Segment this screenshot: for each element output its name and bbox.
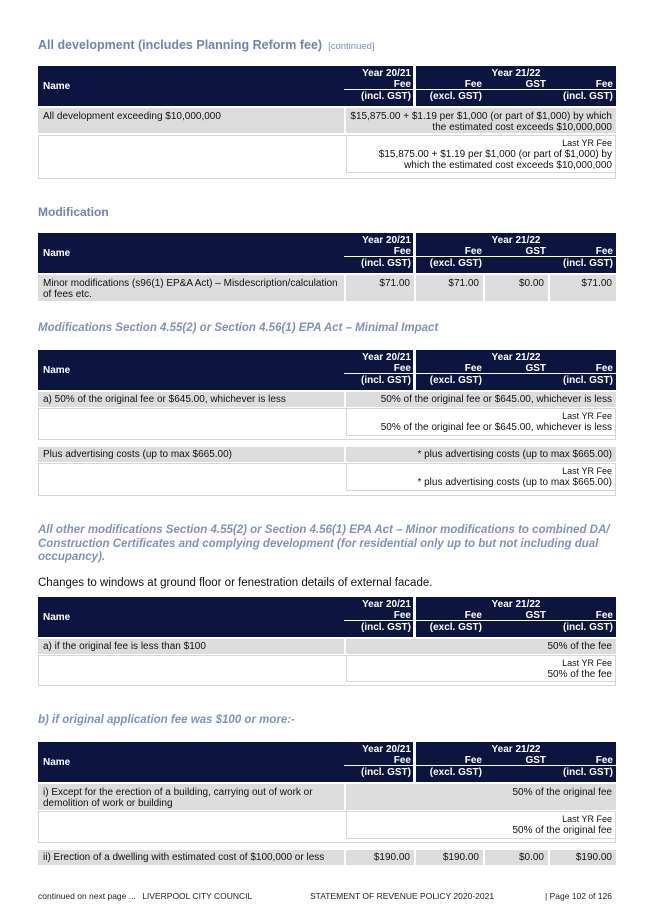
- section-heading-all-development: [38, 38, 375, 52]
- table-row: [38, 108, 616, 135]
- header-excl-gst: (excl. GST): [429, 258, 482, 269]
- fee-table-all-development: [38, 66, 616, 179]
- table-row: [38, 447, 616, 463]
- table-row: [38, 850, 616, 866]
- header-fee-incl: Fee: [595, 610, 613, 621]
- table-header: [38, 597, 616, 637]
- section-heading-original-100: b) if original application fee was $100 or more:-: [38, 714, 295, 726]
- footer-page-number: | Page 102 of 126: [545, 891, 612, 901]
- row-name: a) if the original fee is less than $100: [38, 639, 344, 654]
- header-fee-incl: Fee: [595, 79, 613, 90]
- last-yr-label: Last YR Fee: [562, 138, 612, 148]
- table-header: [38, 66, 616, 106]
- header-fee-incl: Fee: [595, 363, 613, 374]
- row-name: Plus advertising costs (up to max $665.00): [38, 447, 344, 462]
- header-gst: GST: [525, 610, 546, 621]
- row-name: Minor modifications (s96(1) EP&A Act) – Misdescription/calculation of fees etc.: [38, 275, 344, 301]
- header-year-prev: Year 20/21: [362, 599, 411, 610]
- header-fee-excl: Fee: [464, 79, 482, 90]
- header-year-curr: Year 21/22: [491, 352, 541, 363]
- header-year-curr: Year 21/22: [491, 235, 541, 246]
- header-fee-prev: Fee: [393, 79, 411, 90]
- row-fee: 50% of the original fee or $645.00, whichever is less: [346, 392, 616, 407]
- header-year-curr: Year 21/22: [491, 744, 541, 755]
- section-heading-other-modifications: All other modifications Section 4.55(2) or Section 4.56(1) EPA Act – Minor modifications to combined DA/ Construction Certificates and complying development (for residential only up to but not including dual occupancy).: [38, 524, 610, 563]
- table-row: [38, 392, 616, 408]
- row-name: ii) Erection of a dwelling with estimated cost of $100,000 or less: [38, 850, 344, 865]
- last-year-row: [38, 655, 616, 686]
- header-year-prev: Year 20/21: [362, 744, 411, 755]
- header-excl-gst: (excl. GST): [429, 767, 482, 778]
- row-fee-excl: $190.00: [416, 850, 483, 865]
- row-fee-excl: $71.00: [416, 275, 483, 301]
- last-yr-label: Last YR Fee: [562, 411, 612, 421]
- header-incl-gst: (incl. GST): [563, 258, 613, 269]
- header-fee-prev: Fee: [393, 610, 411, 621]
- fee-table-original-100: [38, 742, 616, 866]
- row-fee: 50% of the original fee: [346, 784, 616, 810]
- header-fee-excl: Fee: [464, 755, 482, 766]
- header-name: Name: [43, 757, 71, 768]
- footer-left: [38, 891, 252, 901]
- table-row: [38, 639, 616, 655]
- last-yr-fee: $15,875.00 + $1.19 per $1,000 (or part of $1,000) by which the estimated cost exceeds $10,000,000: [378, 149, 612, 171]
- header-incl-gst: (incl. GST): [563, 375, 613, 386]
- row-fee: * plus advertising costs (up to max $665.00): [346, 447, 616, 462]
- table-header: [38, 233, 616, 273]
- header-incl-prev: (incl. GST): [361, 622, 411, 633]
- header-incl-prev: (incl. GST): [361, 767, 411, 778]
- footer-continued: continued on next page ...: [38, 891, 136, 901]
- header-name: Name: [43, 248, 71, 259]
- header-fee-prev: Fee: [393, 755, 411, 766]
- row-fee-prev: $190.00: [346, 850, 414, 865]
- table-header: [38, 742, 616, 782]
- header-fee-excl: Fee: [464, 363, 482, 374]
- last-yr-fee: 50% of the original fee or $645.00, whichever is less: [380, 422, 612, 433]
- last-year-row: [38, 408, 616, 440]
- last-yr-label: Last YR Fee: [562, 814, 612, 824]
- row-fee-prev: $71.00: [346, 275, 414, 301]
- header-fee-prev: Fee: [393, 363, 411, 374]
- header-gst: GST: [525, 79, 546, 90]
- last-yr-label: Last YR Fee: [562, 466, 612, 476]
- header-excl-gst: (excl. GST): [429, 91, 482, 102]
- header-year-prev: Year 20/21: [362, 68, 411, 79]
- table-header: [38, 350, 616, 390]
- table-row: [38, 784, 616, 811]
- header-year-curr: Year 21/22: [491, 68, 541, 79]
- last-year-row: [38, 811, 616, 843]
- header-name: Name: [43, 365, 71, 376]
- header-incl-prev: (incl. GST): [361, 375, 411, 386]
- header-fee-prev: Fee: [393, 246, 411, 257]
- last-yr-fee: 50% of the fee: [547, 669, 612, 680]
- header-gst: GST: [525, 755, 546, 766]
- footer-statement: STATEMENT OF REVENUE POLICY 2020-2021: [310, 891, 495, 901]
- header-excl-gst: (excl. GST): [429, 622, 482, 633]
- subheading-changes-windows: Changes to windows at ground floor or fenestration details of external facade.: [38, 577, 433, 589]
- header-name: Name: [43, 612, 71, 623]
- header-year-prev: Year 20/21: [362, 352, 411, 363]
- row-name: a) 50% of the original fee or $645.00, whichever is less: [38, 392, 344, 407]
- fee-table-modification: [38, 233, 616, 302]
- header-gst: GST: [525, 246, 546, 257]
- row-fee: 50% of the fee: [346, 639, 616, 654]
- continued-tag: [continued]: [328, 41, 375, 52]
- section-heading-minimal-impact: Modifications Section 4.55(2) or Section 4.56(1) EPA Act – Minimal Impact: [38, 322, 439, 334]
- header-incl-prev: (incl. GST): [361, 91, 411, 102]
- row-fee-incl: $71.00: [550, 275, 616, 301]
- last-yr-fee: * plus advertising costs (up to max $665.00): [417, 477, 612, 488]
- header-fee-incl: Fee: [595, 246, 613, 257]
- header-incl-prev: (incl. GST): [361, 258, 411, 269]
- row-gst: $0.00: [485, 275, 548, 301]
- header-incl-gst: (incl. GST): [563, 622, 613, 633]
- header-gst: GST: [525, 363, 546, 374]
- header-year-prev: Year 20/21: [362, 235, 411, 246]
- header-incl-gst: (incl. GST): [563, 91, 613, 102]
- header-fee-excl: Fee: [464, 246, 482, 257]
- fee-table-changes-windows: [38, 597, 616, 686]
- footer-council: LIVERPOOL CITY COUNCIL: [142, 891, 253, 901]
- last-yr-label: Last YR Fee: [562, 658, 612, 668]
- row-fee: $15,875.00 + $1.19 per $1,000 (or part of $1,000) by which the estimated cost exceeds $10,000,000: [346, 108, 616, 133]
- last-yr-fee: 50% of the original fee: [512, 825, 612, 836]
- table-row: [38, 275, 616, 302]
- row-name: All development exceeding $10,000,000: [38, 108, 344, 133]
- last-year-row: [38, 135, 616, 179]
- header-fee-excl: Fee: [464, 610, 482, 621]
- header-name: Name: [43, 81, 71, 92]
- fee-table-minimal-impact: [38, 350, 616, 496]
- row-name: i) Except for the erection of a building, carrying out of work or demolition of work or building: [38, 784, 344, 810]
- last-year-row: [38, 463, 616, 496]
- header-incl-gst: (incl. GST): [563, 767, 613, 778]
- row-fee-incl: $190.00: [550, 850, 616, 865]
- section-heading-modification: Modification: [38, 205, 109, 219]
- header-year-curr: Year 21/22: [491, 599, 541, 610]
- heading-text: All development (includes Planning Reform fee): [38, 38, 323, 52]
- row-gst: $0.00: [485, 850, 548, 865]
- header-excl-gst: (excl. GST): [429, 375, 482, 386]
- header-fee-incl: Fee: [595, 755, 613, 766]
